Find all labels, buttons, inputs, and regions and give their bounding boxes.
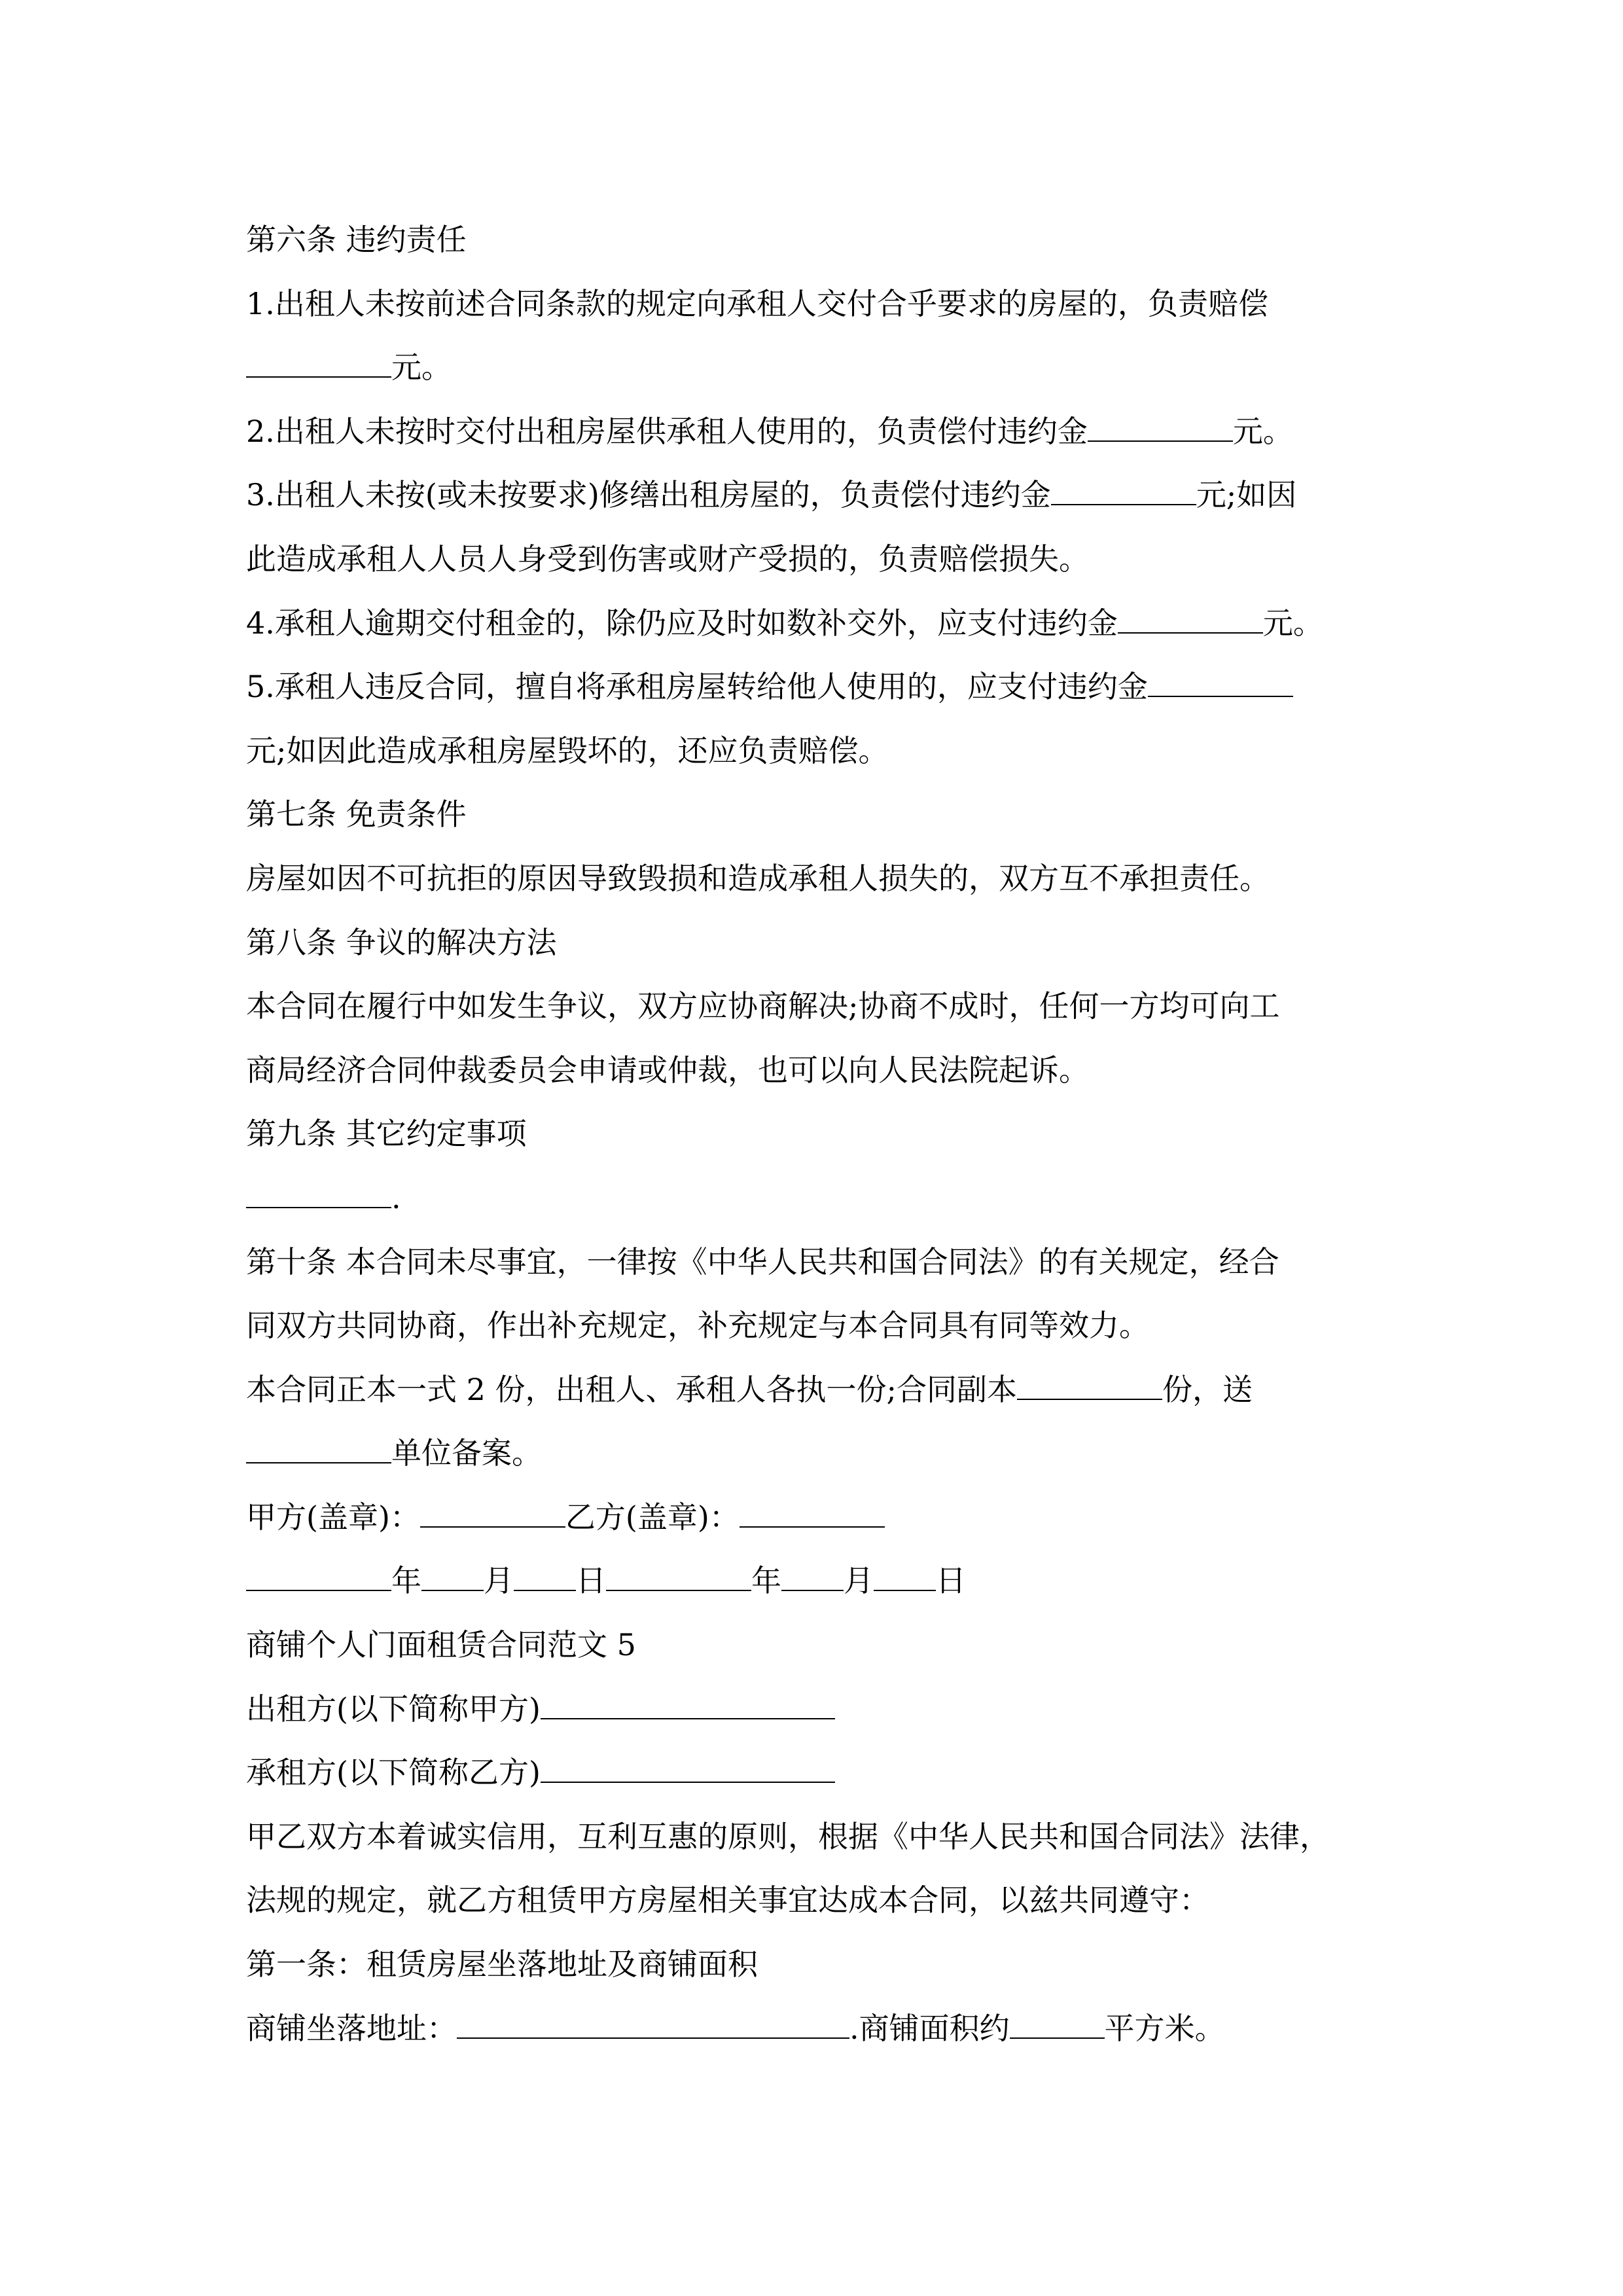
lessor-line — [246, 1677, 1398, 1742]
article-8-text-cont — [246, 1039, 1398, 1103]
lessee-label: 承租方(以下简称乙方) — [246, 1755, 541, 1791]
address-blank[interactable] — [457, 2009, 849, 2039]
fill-blank[interactable] — [246, 1178, 391, 1208]
party-a-seal-label: 甲方(盖章)： — [246, 1499, 420, 1535]
address-label: 商铺坐落地址： — [246, 2010, 457, 2046]
date-unit: 月 — [844, 1563, 874, 1599]
clause-text: 本合同正本一式 2 份，出租人、承租人各执一份;合同副本 — [246, 1371, 1018, 1407]
date-unit: 月 — [484, 1563, 514, 1599]
clause-text: 元。 — [1232, 413, 1293, 449]
fill-blank[interactable] — [1088, 412, 1233, 442]
clause-text: 元;如因 — [1196, 477, 1297, 513]
copies-clause-cont — [246, 1422, 1398, 1486]
clause-text: 元。 — [1262, 605, 1323, 641]
lessor-blank[interactable] — [541, 1689, 835, 1719]
clause-text: 3.出租人未按(或未按要求)修缮出租房屋的，负责偿付违约金 — [246, 477, 1051, 513]
clause-text: . — [391, 1179, 401, 1215]
clause-text: 第十条 本合同未尽事宜，一律按《中华人民共和国合同法》的有关规定，经合 — [246, 1244, 1279, 1280]
clause-text: 2.出租人未按时交付出租房屋供承租人使用的，负责偿付违约金 — [246, 413, 1088, 449]
area-blank[interactable] — [1010, 2009, 1105, 2039]
heading-text: 第七条 免责条件 — [246, 797, 467, 833]
article-7-heading — [246, 783, 1398, 847]
party-a-seal-blank[interactable] — [420, 1498, 565, 1528]
clause-6-1 — [246, 272, 1398, 336]
clause-text: 同双方共同协商，作出补充规定，补充规定与本合同具有同等效力。 — [246, 1308, 1149, 1344]
party-b-seal-label: 乙方(盖章)： — [565, 1499, 740, 1535]
lessor-label: 出租方(以下简称甲方) — [246, 1691, 541, 1727]
heading-text: 第一条：租赁房屋坐落地址及商铺面积 — [246, 1946, 758, 1982]
signature-line — [246, 1486, 1398, 1550]
clause-text: 单位备案。 — [391, 1435, 542, 1471]
article-9-text — [246, 1166, 1398, 1230]
preamble — [246, 1805, 1398, 1869]
clause-6-3 — [246, 463, 1398, 528]
clause-text: 4.承租人逾期交付租金的，除仍应及时如数补交外，应支付违约金 — [246, 605, 1118, 641]
article-8-text — [246, 975, 1398, 1039]
area-unit: 平方米。 — [1104, 2010, 1225, 2046]
heading-text: 第九条 其它约定事项 — [246, 1116, 527, 1152]
lessee-blank[interactable] — [541, 1753, 835, 1783]
clause-text: 此造成承租人人员人身受到伤害或财产受损的，负责赔偿损失。 — [246, 541, 1089, 577]
party-b-seal-blank[interactable] — [740, 1498, 885, 1528]
date-unit: 日 — [936, 1563, 966, 1599]
month-blank[interactable] — [781, 1561, 844, 1591]
article-6-heading — [246, 208, 1398, 272]
year-blank[interactable] — [246, 1561, 391, 1591]
title-text: 商铺个人门面租赁合同范文 5 — [246, 1627, 636, 1663]
fill-blank[interactable] — [1118, 603, 1263, 634]
fill-blank[interactable] — [1051, 475, 1196, 505]
article-8-heading — [246, 911, 1398, 975]
clause-6-5 — [246, 655, 1398, 719]
clause-6-2 — [246, 400, 1398, 464]
clause-text: 1.出租人未按前述合同条款的规定向承租人交付合乎要求的房屋的，负责赔偿 — [246, 285, 1268, 321]
fill-blank[interactable] — [246, 348, 391, 378]
article-10-text — [246, 1230, 1398, 1295]
date-line — [246, 1549, 1398, 1613]
date-unit: 年 — [751, 1563, 781, 1599]
month-blank[interactable] — [421, 1561, 484, 1591]
section-title — [246, 1613, 1398, 1677]
preamble-cont — [246, 1869, 1398, 1933]
clause-6-5-cont — [246, 719, 1398, 783]
fill-blank[interactable] — [246, 1433, 391, 1463]
article-9-heading — [246, 1102, 1398, 1166]
clause-text: 甲乙双方本着诚实信用，互利互惠的原则，根据《中华人民共和国合同法》法律， — [246, 1818, 1330, 1854]
day-blank[interactable] — [514, 1561, 576, 1591]
copies-clause — [246, 1358, 1398, 1422]
clause-text: 元。 — [391, 350, 452, 386]
clause-text: 元;如因此造成承租房屋毁坏的，还应负责赔偿。 — [246, 732, 889, 768]
contract-text — [246, 208, 1398, 2060]
fill-blank[interactable] — [1148, 667, 1293, 697]
clause-text: 房屋如因不可抗拒的原因导致毁损和造成承租人损失的，双方互不承担责任。 — [246, 860, 1270, 896]
clause-6-4 — [246, 592, 1398, 656]
date-unit: 日 — [576, 1563, 606, 1599]
year-blank[interactable] — [606, 1561, 751, 1591]
clause-text: 本合同在履行中如发生争议，双方应协商解决;协商不成时，任何一方均可向工 — [246, 988, 1280, 1024]
date-unit: 年 — [391, 1563, 421, 1599]
clause-6-3-cont — [246, 528, 1398, 592]
lessee-line — [246, 1741, 1398, 1805]
clause-text: 法规的规定，就乙方租赁甲方房屋相关事宜达成本合同，以兹共同遵守： — [246, 1882, 1209, 1918]
heading-text: 第八条 争议的解决方法 — [246, 924, 557, 960]
heading-text: 第六条 违约责任 — [246, 222, 467, 257]
fill-blank[interactable] — [1017, 1370, 1162, 1400]
article-1-heading — [246, 1933, 1398, 1997]
clause-text: 商局经济合同仲裁委员会申请或仲裁，也可以向人民法院起诉。 — [246, 1052, 1089, 1088]
day-blank[interactable] — [874, 1561, 936, 1591]
article-10-text-cont — [246, 1294, 1398, 1358]
area-label: .商铺面积约 — [849, 2010, 1010, 2046]
address-line — [246, 1997, 1398, 2061]
clause-text: 5.承租人违反合同，擅自将承租房屋转给他人使用的，应支付违约金 — [246, 669, 1148, 705]
clause-6-1-cont — [246, 336, 1398, 400]
article-7-text — [246, 847, 1398, 911]
clause-text: 份，送 — [1162, 1371, 1253, 1407]
